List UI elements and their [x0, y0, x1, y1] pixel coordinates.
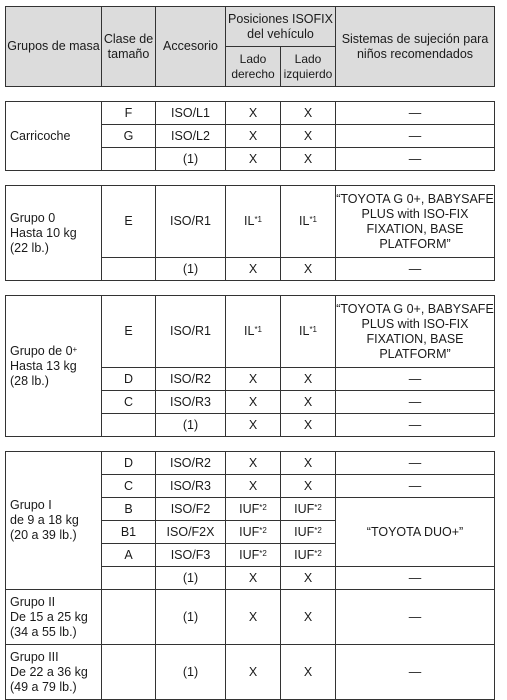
footnote-mark: *2	[259, 548, 267, 558]
cell-clase: D	[102, 452, 156, 475]
cell-accesorio: ISO/R2	[156, 452, 226, 475]
footnote-mark: *2	[259, 525, 267, 535]
cell-derecho: X	[226, 125, 281, 148]
cell-accesorio: ISO/L1	[156, 102, 226, 125]
cell-izquierdo: X	[281, 452, 336, 475]
cell-accesorio: (1)	[156, 645, 226, 700]
position-code: IUF	[294, 501, 315, 516]
header-lado-izquierdo: Lado izquierdo	[281, 47, 336, 87]
table-row	[6, 590, 495, 645]
cell-clase: B1	[102, 521, 156, 544]
cell-derecho: X	[226, 148, 281, 171]
cell-sistema: —	[336, 148, 495, 171]
footnote-mark: *1	[254, 215, 262, 224]
cell-clase: F	[102, 102, 156, 125]
cell-accesorio: (1)	[156, 567, 226, 590]
group-weight-lb: (20 a 39 lb.)	[10, 528, 77, 542]
header-posiciones: Posiciones ISOFIX del vehículo	[226, 7, 336, 47]
cell-derecho	[226, 186, 281, 258]
table-row	[6, 645, 495, 700]
cell-accesorio: ISO/R3	[156, 475, 226, 498]
cell-derecho: X	[226, 368, 281, 391]
cell-sistema: —	[336, 645, 495, 700]
table-row	[6, 102, 495, 125]
cell-accesorio: ISO/F2X	[156, 521, 226, 544]
cell-accesorio: ISO/R1	[156, 186, 226, 258]
cell-clase	[102, 645, 156, 700]
superscript-plus: +	[72, 344, 78, 354]
cell-derecho	[226, 521, 281, 544]
group-weight-lb: (49 a 79 lb.)	[10, 679, 77, 694]
position-code: IL	[299, 324, 310, 338]
cell-accesorio: ISO/F2	[156, 498, 226, 521]
cell-sistema: “TOYOTA G 0+, BABYSAFE PLUS with ISO-FIX FIXATION, BASE PLATFORM”	[336, 296, 495, 368]
position-code: IUF	[294, 547, 315, 562]
cell-clase	[102, 148, 156, 171]
cell-derecho: X	[226, 452, 281, 475]
cell-derecho	[226, 498, 281, 521]
group-label-grupo3	[6, 645, 102, 700]
cell-izquierdo: X	[281, 368, 336, 391]
cell-izquierdo: X	[281, 391, 336, 414]
cell-accesorio: ISO/R1	[156, 296, 226, 368]
cell-clase: G	[102, 125, 156, 148]
footnote-mark: *2	[259, 502, 267, 512]
group-weight-lb: (22 lb.)	[10, 240, 49, 255]
cell-sistema: —	[336, 125, 495, 148]
group-title: Grupo III	[10, 649, 59, 664]
header-clase: Clase de tamaño	[102, 7, 156, 87]
group-title-text: Grupo de 0	[10, 343, 73, 358]
position-code: IUF	[239, 501, 260, 516]
cell-derecho	[226, 544, 281, 567]
group-title	[10, 344, 101, 359]
cell-clase	[102, 258, 156, 281]
header-grupos: Grupos de masa	[6, 7, 102, 87]
group-weight: De 22 a 36 kg	[10, 664, 88, 679]
cell-clase: A	[102, 544, 156, 567]
cell-clase	[102, 414, 156, 437]
position-code: IL	[299, 214, 310, 228]
table-row	[6, 296, 495, 368]
cell-accesorio: ISO/R2	[156, 368, 226, 391]
cell-accesorio: ISO/R3	[156, 391, 226, 414]
footnote-mark: *2	[314, 548, 322, 558]
group-weight-lb: (28 lb.)	[10, 373, 49, 388]
position-code: IUF	[239, 547, 260, 562]
cell-izquierdo	[281, 186, 336, 258]
cell-izquierdo: X	[281, 125, 336, 148]
cell-derecho: X	[226, 391, 281, 414]
cell-izquierdo: X	[281, 148, 336, 171]
cell-clase: E	[102, 296, 156, 368]
cell-clase: E	[102, 186, 156, 258]
group-title: Grupo II	[10, 594, 56, 609]
footnote-mark: *1	[309, 215, 317, 224]
cell-derecho: X	[226, 590, 281, 645]
cell-izquierdo	[281, 498, 336, 521]
cell-derecho	[226, 296, 281, 368]
cell-izquierdo: X	[281, 567, 336, 590]
cell-derecho: X	[226, 645, 281, 700]
footnote-mark: *1	[309, 325, 317, 334]
cell-sistema: —	[336, 414, 495, 437]
cell-derecho: X	[226, 567, 281, 590]
position-code: IL	[244, 214, 255, 228]
cell-sistema: —	[336, 567, 495, 590]
cell-derecho: X	[226, 258, 281, 281]
position-code: IUF	[294, 524, 315, 539]
cell-accesorio: (1)	[156, 414, 226, 437]
footnote-mark: *2	[314, 525, 322, 535]
cell-clase	[102, 590, 156, 645]
header-sistemas: Sistemas de sujeción para niños recomendados	[336, 7, 495, 87]
cell-izquierdo: X	[281, 414, 336, 437]
cell-izquierdo	[281, 296, 336, 368]
cell-derecho: X	[226, 102, 281, 125]
cell-clase: C	[102, 391, 156, 414]
group-weight: Hasta 13 kg	[10, 358, 77, 373]
cell-accesorio: (1)	[156, 148, 226, 171]
group-weight: Hasta 10 kg	[10, 225, 77, 240]
group-weight: de 9 a 18 kg	[10, 513, 79, 527]
cell-izquierdo	[281, 544, 336, 567]
cell-sistema: —	[336, 391, 495, 414]
cell-sistema: —	[336, 475, 495, 498]
cell-accesorio: ISO/L2	[156, 125, 226, 148]
cell-sistema: “TOYOTA G 0+, BABYSAFE PLUS with ISO-FIX FIXATION, BASE PLATFORM”	[336, 186, 495, 258]
cell-accesorio: (1)	[156, 258, 226, 281]
table-row	[6, 186, 495, 258]
cell-izquierdo	[281, 521, 336, 544]
cell-sistema: —	[336, 452, 495, 475]
cell-sistema: —	[336, 102, 495, 125]
cell-accesorio: ISO/F3	[156, 544, 226, 567]
group-label-grupo2	[6, 590, 102, 645]
cell-derecho: X	[226, 475, 281, 498]
cell-sistema-duo: “TOYOTA DUO+”	[336, 498, 495, 567]
group-label-grupo0	[6, 186, 102, 281]
group-weight-lb: (34 a 55 lb.)	[10, 624, 77, 639]
position-code: IUF	[239, 524, 260, 539]
cell-izquierdo: X	[281, 475, 336, 498]
isofix-table	[5, 6, 495, 700]
cell-izquierdo: X	[281, 258, 336, 281]
table-row	[6, 452, 495, 475]
cell-sistema: —	[336, 590, 495, 645]
group-title: Grupo 0	[10, 210, 56, 225]
cell-sistema: —	[336, 258, 495, 281]
header-lado-derecho: Lado derecho	[226, 47, 281, 87]
group-label-carricoche: Carricoche	[6, 102, 102, 171]
cell-izquierdo: X	[281, 590, 336, 645]
cell-clase: D	[102, 368, 156, 391]
cell-clase	[102, 567, 156, 590]
group-label-grupo0plus	[6, 296, 102, 437]
cell-clase: C	[102, 475, 156, 498]
group-label-grupo1	[6, 452, 102, 590]
cell-accesorio: (1)	[156, 590, 226, 645]
cell-izquierdo: X	[281, 102, 336, 125]
footnote-mark: *2	[314, 502, 322, 512]
cell-izquierdo: X	[281, 645, 336, 700]
cell-derecho: X	[226, 414, 281, 437]
group-title: Grupo I	[10, 498, 52, 512]
footnote-mark: *1	[254, 325, 262, 334]
position-code: IL	[244, 324, 255, 338]
group-weight: De 15 a 25 kg	[10, 609, 88, 624]
cell-sistema: —	[336, 368, 495, 391]
header-accesorio: Accesorio	[156, 7, 226, 87]
cell-clase: B	[102, 498, 156, 521]
